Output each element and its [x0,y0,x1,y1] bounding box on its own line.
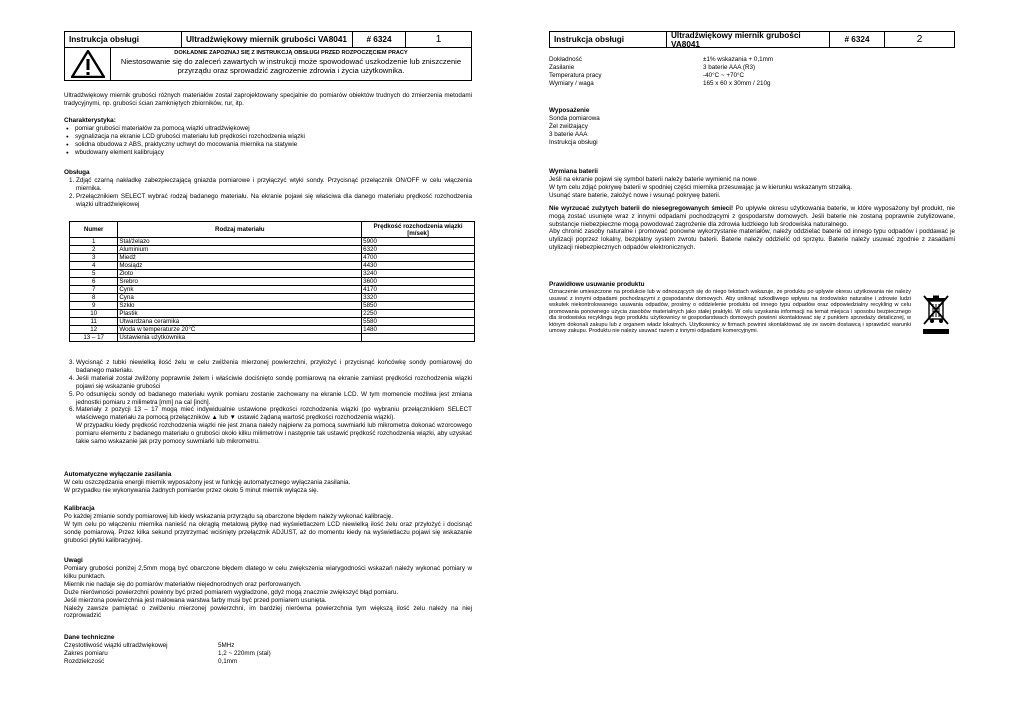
operation-step [64,193,472,209]
table-row [70,302,475,310]
step-number: 1. [69,177,75,184]
manual-page-2 [549,0,955,724]
table-row [70,254,475,262]
disposal-title: Prawidłowe usuwanie produktu [549,281,645,288]
spec-row [549,64,955,72]
header-title: Ultradźwiękowy miernik grubości VA8041 [667,32,830,47]
note-line: Pomiary grubości poniżej 2,5mm mogą być obarczone błędem dlatego w celu zwiększenia wiarygodności wskazań należy wykonać pomiary w kilku punktach. [64,565,472,580]
material-name: Miedź [118,254,362,262]
warning-triangle-icon [65,48,111,80]
material-speed: 4700 [362,254,475,262]
page-number: 1 [435,34,442,45]
equipment-title: Wyposażenie [549,107,590,114]
spec-value: 0,1mm [218,657,238,665]
operation-step [64,422,472,446]
notes-section [64,557,472,620]
header-code: # 6324 [830,32,885,47]
header-left: Instrukcja obsługi [65,32,182,47]
table-row [70,326,475,334]
material-name: Plastik [118,310,362,318]
step-number: 5. [69,390,75,398]
table-row [70,246,475,254]
operation-steps-b [64,359,472,446]
table-row [70,334,475,342]
battery-section [549,168,955,252]
battery-line: Jeśli na ekranie pojawi się symbol baterii należy baterie wymienić na nowe [549,176,757,183]
spec-row [549,72,955,80]
autooff-line: W celu oszczędzania energii miernik wyposażony jest w funkcję automatycznego wyłączania zasilania. [64,479,351,486]
equipment-item: 3 baterie AAA [549,130,588,138]
operation-step [64,406,472,422]
spec-label: Rozdzielczość [64,657,105,665]
operation-step [64,177,472,193]
spec-label: Zasilanie [549,63,575,71]
calibration-section [64,505,472,545]
manual-page-1 [64,0,472,724]
col-number: Numer [70,222,118,238]
material-speed: 5580 [362,318,475,326]
battery-p2: Aby chronić zasoby naturalne i promować ponowne wykorzystanie materiałów, należy oddzielać baterie od innego typu odpadów i poddawać je utylizacji poprzez lokalny, bezpłatny system zwrotu baterii. Baterie należy oddzielić od sprzętu. Baterie należy usuwać zgodnie z zasadami utylizacji niebezpiecznych odpadów elektronicznych. [549,228,955,252]
operation-section [64,169,472,209]
features-list [64,125,472,157]
material-name: Ustawienia użytkownika [118,334,362,342]
col-material: Rodzaj materiału [118,222,362,238]
spec-value: ±1% wskazania + 0,1mm [703,56,774,63]
material-speed: 2250 [362,310,475,318]
material-number: 7 [70,286,118,294]
material-name: Woda w temperaturze 20°C [118,326,362,334]
spec-value: -40°C ~ +70°C [703,71,745,79]
material-speed: 4430 [362,262,475,270]
step-number: 2. [69,192,75,200]
table-row [70,294,475,302]
material-speed: 6320 [362,246,475,254]
step-text: Po odsunięciu sondy od badanego materiału wynik pomiaru zostanie zachowany na ekranie LCD. W tym momencie możliwa jest zmiana jednostki pomiaru z milimetra [mm] na cal [inch]. [76,390,472,406]
step-text: Zdjąć czarną nakładkę zabezpieczającą gniazda pomiarowe i przyłączyć wtyki sondy. Przycisnąć przełącznik ON/OFF w celu włączenia miernika. [76,177,472,192]
material-name: Stal/żelazo [118,238,362,246]
equipment-item: Żel zwilżający [549,122,588,130]
spec-label: Częstotliwość wiązki ultradźwiękowej [64,642,168,649]
battery-warning: Nie wyrzucać zużytych baterii do niesegregowanych śmieci! [549,204,734,212]
material-number: 10 [70,310,118,318]
specs-list [549,56,955,88]
step-number: 4. [69,374,75,382]
autooff-text [64,479,472,495]
notes-text [64,565,472,620]
table-row [70,286,475,294]
table-row [70,238,475,246]
material-number: 6 [70,278,118,286]
header-left: Instrukcja obsługi [550,32,667,47]
notes-title: Uwagi [64,557,83,564]
page-number: 2 [916,34,923,45]
battery-title: Wymiana baterii [549,168,598,175]
autooff-line: W przypadku nie wykonywania żadnych pomiarów przez około 5 minut miernik wyłącza się. [64,486,319,494]
techdata-rows [64,642,472,666]
materials-table [69,221,475,342]
warning-box [64,48,472,81]
weee-bin-icon [917,289,955,335]
header-title: Ultradźwiękowy miernik grubości VA8041 [182,32,353,47]
calibration-text [64,513,472,545]
spec-value: 3 baterie AAA (R3) [703,63,756,71]
warning-title: DOKŁADNIE ZAPOZNAJ SIĘ Z INSTRUKCJĄ OBSŁUGI PRZED ROZPOCZĘCIEM PRACY [174,50,408,56]
autooff-title: Automatyczne wyłączanie zasilania [64,471,172,478]
material-speed: 5900 [362,238,475,246]
material-speed [362,334,475,342]
step-text: Przełącznikiem SELECT wybrać rodzaj badanego materiału. Na ekranie pojawi się właściwa dla danego materiału prędkość rozchodzenia wiązki ultradźwiękowej [76,192,472,208]
material-name: Złoto [118,270,362,278]
features-title: Charakterystyka: [64,117,116,124]
material-speed: 3320 [362,294,475,302]
table-row [70,318,475,326]
operation-step [64,375,472,391]
material-number: 1 [70,238,118,246]
material-name: Cynk [118,286,362,294]
battery-lines [549,176,955,200]
material-number: 4 [70,262,118,270]
operation-steps-b-section [64,359,472,446]
material-number: 8 [70,294,118,302]
feature-item: ● solidna obudowa z ABS, praktyczny uchwyt do mocowania miernika na statywie [64,141,472,149]
material-speed: 3240 [362,270,475,278]
material-number: 13 – 17 [70,334,118,342]
techdata-row [64,642,472,650]
material-speed: 3600 [362,278,475,286]
spec-label: Wymiary / waga [549,79,594,87]
step-text: W przypadku kiedy prędkość rozchodzenia wiązki nie jest znana należy najpierw za pomocą suwmiarki lub mikrometra dokonać wzorcowego pomiaru elementu z badanego materiału o grubości około kilku milimetrów i następnie tak ustawić prędkość rozchodzenia wiązki, aby uzyskać takie samo wskazanie jak przy pomocy suwmiarki lub mikrometru. [76,422,472,446]
battery-p1: Po upływie okresu użytkowania baterie, w które wyposażony był produkt, nie mogą zostać usunięte wraz z innymi odpadami pochodzącymi z gospodarstw domowych. Jeśli baterie nie zostaną poprawnie zutylizowane, substancje niebezpieczne mogą powodować zagrożenie dla zdrowia ludzkiego lub środowiska naturalnego. [549,204,955,228]
material-name: Mosiądz [118,262,362,270]
material-speed: 1480 [362,326,475,334]
note-line: Duże nierówności powierzchni powinny być przed pomiarem wygładzone, gdyż mogą znacznie zwiększyć błąd pomiaru. [64,588,399,596]
operation-title: Obsługa [64,169,90,176]
equipment-section [549,107,955,147]
operation-steps-a [64,177,472,209]
equipment-item: Instrukcja obsługi [549,138,598,146]
table-row [70,278,475,286]
material-speed: 5850 [362,302,475,310]
operation-step [64,359,472,375]
feature-item: ● wbudowany element kalibrujący [64,149,472,157]
note-line: Jeśli mierzona powierzchnia jest malowana warstwa farby musi być przed pomiarem usunięta. [64,596,327,604]
step-text: Materiały z pozycji 13 – 17 mogą mieć indywidualnie ustawione prędkości rozchodzenia wiązki (po wybraniu przełącznikiem SELECT właściwego materiału za pomocą przełączników ▲ lub ▼ ustawić żądaną wartość prędkości rozchodzenia wiązki). [76,406,472,422]
techdata-title: Dane techniczne [64,634,115,641]
material-name: Szkło [118,302,362,310]
material-name: Utwardzana ceramika [118,318,362,326]
spec-row [549,56,955,64]
page-header-2 [549,31,955,48]
operation-step [64,391,472,407]
material-speed: 4170 [362,286,475,294]
autooff-section [64,471,472,495]
battery-disposal-paragraph [549,205,955,229]
spec-value: 5MHz [218,642,235,649]
spec-label: Dokładność [549,56,582,63]
material-number: 2 [70,246,118,254]
material-name: Cyna [118,294,362,302]
intro-text: Ultradźwiękowy miernik grubości różnych materiałów został zaprojektowany specjalnie do pomiarów obiektów trudnych do zmierzenia metodami tradycyjnymi, np. grubości ścian zamkniętych zbiorników, rur, itp. [64,92,472,107]
material-number: 3 [70,254,118,262]
disposal-section [549,281,955,335]
spec-value: 1,2 ~ 220mm (stal) [218,649,271,657]
note-line: Należy zawsze pamiętać o zwilżeniu mierzonej powierzchni, im bardziej nierówna powierzchnia tym większą ilość żelu należy na niej rozprowadzić [64,604,472,620]
feature-item: ● pomiar grubości materiałów za pomocą wiązki ultradźwiękowej [64,125,472,133]
equipment-list [549,115,955,147]
features-section [64,117,472,157]
techdata-section [64,634,472,666]
warning-body: Niestosowanie się do zaleceń zawartych w instrukcji może spowodować uszkodzenie lub zniszczenie przyrządu oraz sprowadzić zagrożenie zdrowia i życia użytkownika. [120,57,462,76]
material-number: 9 [70,302,118,310]
step-number: 3. [69,359,75,366]
disposal-text: Oznaczenie umieszczone na produkcie lub w odnoszących się do niego tekstach wskazuje, że produktu po upływie okresu użytkowania nie należy usuwać z innymi odpadami pochodzącymi z gospodarstw domowych. Aby uniknąć szkodliwego wpływu na środowisko naturalne i zdrowie ludzi wskutek niekontrolowanego usuwania odpadów, prosimy o oddzielenie produktu od innego typu odpadów oraz odpowiedzialny recykling w celu promowania ponownego użycia zasobów materialnych jako stałej praktyki. W celu uzyskania informacji na temat miejsca i sposobu bezpiecznego dla środowiska recyklingu tego produktu użytkownicy w gospodarstwach domowych powinni skontaktować się z punktem sprzedaży detalicznej, w którym dokonali zakupu lub z organem władz lokalnych. Użytkownicy w firmach powinni skontaktować się ze swoim dostawcą i sprawdzić warunki umowy zakupu. Produktu nie należy usuwać razem z innymi odpadami komercyjnymi. [549,289,911,334]
table-row [70,262,475,270]
material-number: 5 [70,270,118,278]
calibration-line: W tym celu po włączeniu miernika nanieść na okrągłą metalową płytkę nad wyświetlaczem LCD niewielką ilość żelu oraz przyłożyć i docisnąć sondę pomiarową. Przez kilka sekund przytrzymać wciśnięty przełącznik ADJUST, aż do momentu kiedy na wyświetlaczu pojawi się wskazanie grubości płytki kalibracyjnej. [64,520,472,544]
battery-line: Usunąć stare baterie, założyć nowe i wsunąć pokrywę baterii. [549,191,721,199]
spec-label: Zakres pomiaru [64,649,108,657]
spec-label: Temperatura pracy [549,71,602,79]
equipment-item: Sonda pomiarowa [549,115,600,122]
techdata-row [64,650,472,658]
calibration-title: Kalibracja [64,505,95,512]
feature-item: ● sygnalizacja na ekranie LCD grubości materiału lub prędkości rozchodzenia wiązki [64,133,472,141]
warning-text [111,48,471,80]
techdata-row [64,658,472,666]
page-header [64,31,472,48]
material-name: Aluminium [118,246,362,254]
step-text: Jeśli materiał został zwilżony poprawnie żelem i właściwie dociśnięto sondę pomiarową na ekranie zamiast prędkości rozchodzenia wiązki pojawi się wskazanie grubości [76,374,472,390]
table-row [70,310,475,318]
col-speed: Prędkość rozchodzenia wiązki [m/sek] [362,222,475,238]
note-line: Miernik nie nadaje się do pomiarów materiałów niejednorodnych oraz perforowanych. [64,580,302,588]
header-code: # 6324 [353,32,406,47]
step-number: 6. [69,406,75,414]
calibration-line: Po każdej zmianie sondy pomiarowej lub kiedy wskazania przyrządu są obarczone błędem należy wykonać kalibrację. [64,513,394,520]
table-row [70,270,475,278]
battery-line: W tym celu zdjąć pokrywę baterii w spodniej części miernika przesuwając ja w kierunku wskazanym strzałką. [549,183,853,191]
spec-row [549,80,955,88]
step-text: Wycisnąć z tubki niewielką ilość żelu w celu zwilżenia mierzonej powierzchni, przyłożyć i przycisnąć końcówkę sondy pomiarowej do badanego materiału. [76,359,472,374]
spec-value: 165 x 60 x 30mm / 210g [703,79,771,87]
material-number: 12 [70,326,118,334]
material-name: Srebro [118,278,362,286]
material-number: 11 [70,318,118,326]
